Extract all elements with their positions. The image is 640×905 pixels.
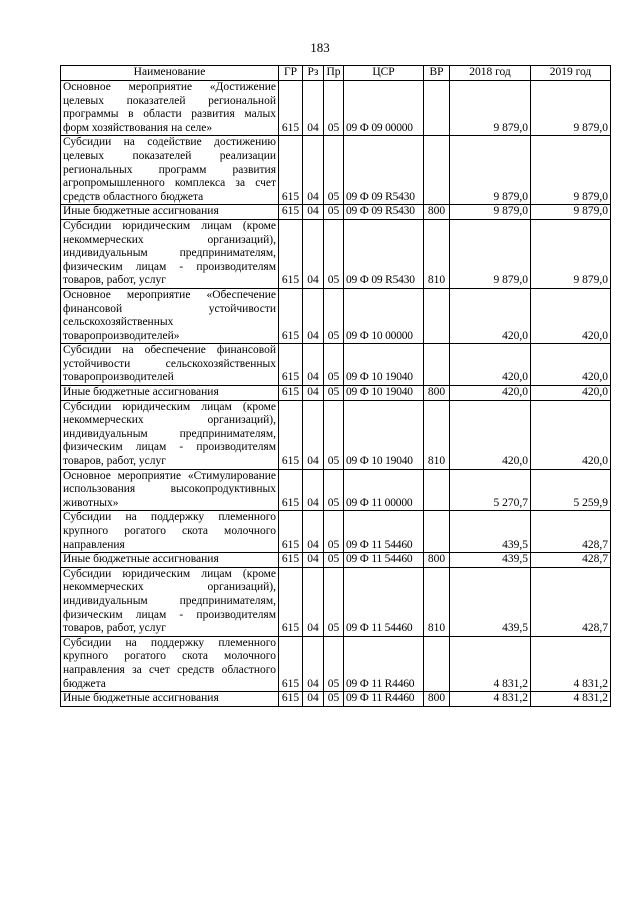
row-rz: 04 xyxy=(303,400,324,469)
row-csr: 09 Ф 10 19040 xyxy=(344,386,424,401)
row-vr: 810 xyxy=(424,400,450,469)
row-csr: 09 Ф 11 54460 xyxy=(344,511,424,553)
row-2018: 420,0 xyxy=(450,386,531,401)
table-row xyxy=(61,511,611,553)
row-vr: 800 xyxy=(424,386,450,401)
row-gr: 615 xyxy=(279,511,303,553)
row-name: Субсидии юридическим лицам (кроме некоммерческих организаций), индивидуальным предпринимателям, физическим лицам - производителям товаров, работ, услуг xyxy=(61,567,279,636)
row-2018: 9 879,0 xyxy=(450,81,531,136)
row-2018: 439,5 xyxy=(450,553,531,568)
table-row xyxy=(61,386,611,401)
row-gr: 615 xyxy=(279,219,303,288)
row-vr xyxy=(424,288,450,343)
row-vr: 800 xyxy=(424,692,450,707)
col-header-2019: 2019 год xyxy=(531,66,611,81)
row-gr: 615 xyxy=(279,386,303,401)
row-rz: 04 xyxy=(303,692,324,707)
row-rz: 04 xyxy=(303,219,324,288)
row-2018: 9 879,0 xyxy=(450,219,531,288)
row-gr: 615 xyxy=(279,344,303,386)
row-2019: 4 831,2 xyxy=(531,692,611,707)
table-body xyxy=(61,81,611,707)
row-vr xyxy=(424,636,450,691)
row-name: Основное мероприятие «Обеспечение финансовой устойчивости сельскохозяйственных товаропроизводителей» xyxy=(61,288,279,343)
row-pr: 05 xyxy=(324,288,344,343)
row-2018: 420,0 xyxy=(450,344,531,386)
row-gr: 615 xyxy=(279,288,303,343)
col-header-pr: Пр xyxy=(324,66,344,81)
row-csr: 09 Ф 10 19040 xyxy=(344,400,424,469)
row-pr: 05 xyxy=(324,400,344,469)
row-pr: 05 xyxy=(324,511,344,553)
row-rz: 04 xyxy=(303,511,324,553)
row-rz: 04 xyxy=(303,469,324,511)
row-pr: 05 xyxy=(324,344,344,386)
row-csr: 09 Ф 09 00000 xyxy=(344,81,424,136)
row-name: Основное мероприятие «Достижение целевых показателей региональной программы в области развития малых форм хозяйствования на селе» xyxy=(61,81,279,136)
row-2019: 9 879,0 xyxy=(531,81,611,136)
table-row xyxy=(61,81,611,136)
row-2019: 420,0 xyxy=(531,344,611,386)
row-pr: 05 xyxy=(324,386,344,401)
row-2018: 439,5 xyxy=(450,567,531,636)
row-name: Субсидии на поддержку племенного крупного рогатого скота молочного направления xyxy=(61,511,279,553)
row-vr xyxy=(424,136,450,205)
row-vr xyxy=(424,469,450,511)
row-name: Иные бюджетные ассигнования xyxy=(61,692,279,707)
row-vr: 810 xyxy=(424,567,450,636)
row-csr: 09 Ф 11 R4460 xyxy=(344,636,424,691)
row-csr: 09 Ф 10 19040 xyxy=(344,344,424,386)
row-2019: 5 259,9 xyxy=(531,469,611,511)
table-row xyxy=(61,469,611,511)
row-csr: 09 Ф 09 R5430 xyxy=(344,205,424,220)
table-row xyxy=(61,567,611,636)
row-gr: 615 xyxy=(279,205,303,220)
row-vr xyxy=(424,511,450,553)
row-csr: 09 Ф 11 54460 xyxy=(344,553,424,568)
row-2019: 428,7 xyxy=(531,567,611,636)
row-gr: 615 xyxy=(279,400,303,469)
row-pr: 05 xyxy=(324,636,344,691)
page-number: 183 xyxy=(310,40,330,55)
row-2019: 420,0 xyxy=(531,386,611,401)
table-row xyxy=(61,136,611,205)
row-pr: 05 xyxy=(324,553,344,568)
row-vr: 800 xyxy=(424,553,450,568)
table-row xyxy=(61,205,611,220)
row-name: Иные бюджетные ассигнования xyxy=(61,553,279,568)
row-gr: 615 xyxy=(279,567,303,636)
row-vr: 810 xyxy=(424,219,450,288)
row-2018: 420,0 xyxy=(450,288,531,343)
row-2018: 9 879,0 xyxy=(450,136,531,205)
row-rz: 04 xyxy=(303,288,324,343)
col-header-vr: ВР xyxy=(424,66,450,81)
row-2019: 9 879,0 xyxy=(531,219,611,288)
table-row xyxy=(61,344,611,386)
row-2019: 9 879,0 xyxy=(531,136,611,205)
row-gr: 615 xyxy=(279,136,303,205)
row-rz: 04 xyxy=(303,136,324,205)
table-row xyxy=(61,692,611,707)
row-pr: 05 xyxy=(324,81,344,136)
row-name: Субсидии юридическим лицам (кроме некоммерческих организаций), индивидуальным предпринимателям, физическим лицам - производителям товаров, работ, услуг xyxy=(61,219,279,288)
row-name: Иные бюджетные ассигнования xyxy=(61,386,279,401)
row-gr: 615 xyxy=(279,553,303,568)
row-csr: 09 Ф 09 R5430 xyxy=(344,136,424,205)
row-rz: 04 xyxy=(303,567,324,636)
row-csr: 09 Ф 09 R5430 xyxy=(344,219,424,288)
row-name: Субсидии на поддержку племенного крупного рогатого скота молочного направления за счет средств областного бюджета xyxy=(61,636,279,691)
row-pr: 05 xyxy=(324,692,344,707)
row-pr: 05 xyxy=(324,205,344,220)
row-rz: 04 xyxy=(303,636,324,691)
table-row xyxy=(61,288,611,343)
row-2019: 428,7 xyxy=(531,553,611,568)
row-gr: 615 xyxy=(279,636,303,691)
col-header-rz: Рз xyxy=(303,66,324,81)
row-csr: 09 Ф 11 00000 xyxy=(344,469,424,511)
row-pr: 05 xyxy=(324,469,344,511)
row-name: Субсидии на обеспечение финансовой устойчивости сельскохозяйственных товаропроизводителей xyxy=(61,344,279,386)
row-csr: 09 Ф 11 R4460 xyxy=(344,692,424,707)
row-rz: 04 xyxy=(303,553,324,568)
row-2019: 9 879,0 xyxy=(531,205,611,220)
row-rz: 04 xyxy=(303,81,324,136)
row-name: Иные бюджетные ассигнования xyxy=(61,205,279,220)
row-2018: 9 879,0 xyxy=(450,205,531,220)
row-2018: 5 270,7 xyxy=(450,469,531,511)
row-rz: 04 xyxy=(303,205,324,220)
col-header-csr: ЦСР xyxy=(344,66,424,81)
table-header-row xyxy=(61,66,611,81)
row-pr: 05 xyxy=(324,567,344,636)
row-2018: 439,5 xyxy=(450,511,531,553)
row-gr: 615 xyxy=(279,692,303,707)
row-vr xyxy=(424,81,450,136)
row-name: Субсидии юридическим лицам (кроме некоммерческих организаций), индивидуальным предпринимателям, физическим лицам - производителям товаров, работ, услуг xyxy=(61,400,279,469)
col-header-2018: 2018 год xyxy=(450,66,531,81)
row-2019: 420,0 xyxy=(531,400,611,469)
row-2019: 4 831,2 xyxy=(531,636,611,691)
row-2019: 428,7 xyxy=(531,511,611,553)
row-csr: 09 Ф 11 54460 xyxy=(344,567,424,636)
row-gr: 615 xyxy=(279,469,303,511)
row-csr: 09 Ф 10 00000 xyxy=(344,288,424,343)
row-vr: 800 xyxy=(424,205,450,220)
col-header-name: Наименование xyxy=(61,66,279,81)
row-name: Основное мероприятие «Стимулирование использования высокопродуктивных животных» xyxy=(61,469,279,511)
row-gr: 615 xyxy=(279,81,303,136)
row-2018: 420,0 xyxy=(450,400,531,469)
row-vr xyxy=(424,344,450,386)
row-2018: 4 831,2 xyxy=(450,692,531,707)
row-pr: 05 xyxy=(324,219,344,288)
row-2019: 420,0 xyxy=(531,288,611,343)
budget-table xyxy=(60,65,611,707)
table-row xyxy=(61,553,611,568)
row-rz: 04 xyxy=(303,386,324,401)
row-name: Субсидии на содействие достижению целевых показателей реализации региональных программ развития агропромышленного комплекса за счет средств областного бюджета xyxy=(61,136,279,205)
row-rz: 04 xyxy=(303,344,324,386)
table-row xyxy=(61,219,611,288)
table-row xyxy=(61,400,611,469)
row-2018: 4 831,2 xyxy=(450,636,531,691)
row-pr: 05 xyxy=(324,136,344,205)
table-row xyxy=(61,636,611,691)
col-header-gr: ГР xyxy=(279,66,303,81)
